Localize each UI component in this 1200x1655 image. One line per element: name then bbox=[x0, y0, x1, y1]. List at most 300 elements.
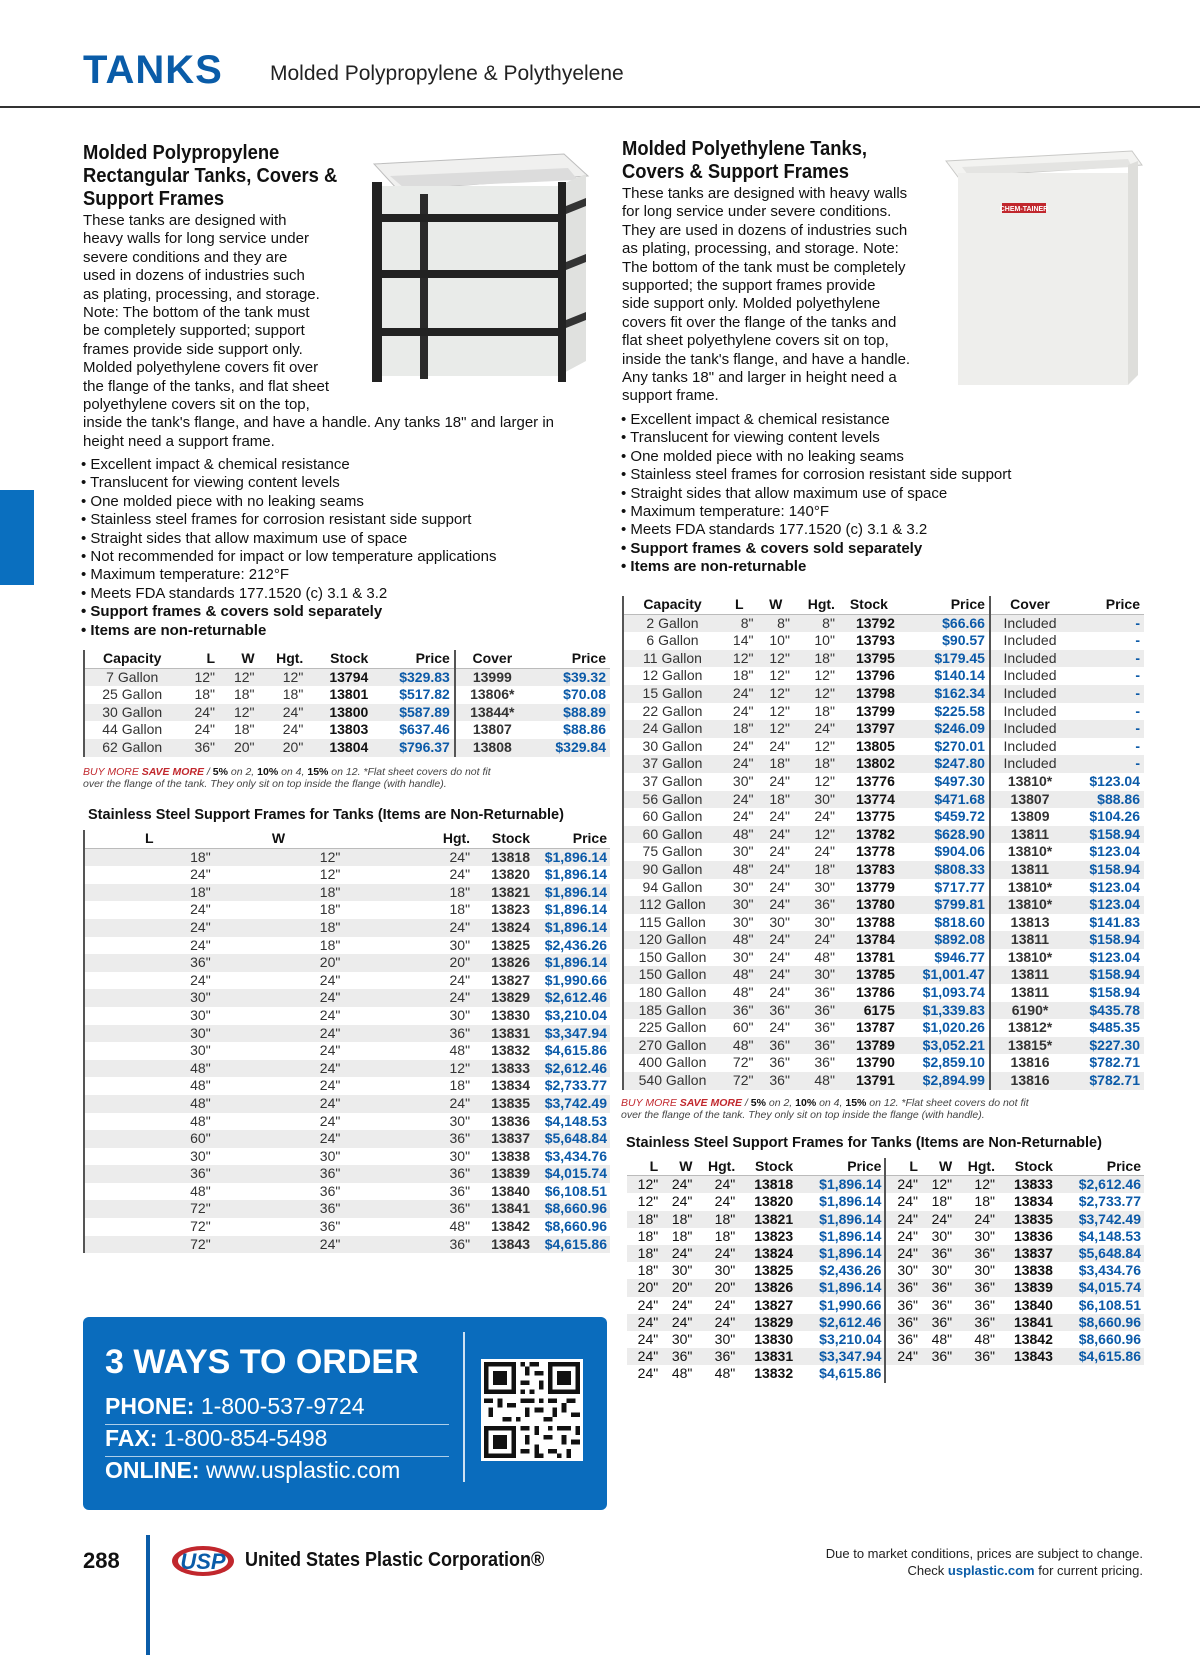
table-cell: 36" bbox=[769, 1001, 790, 1018]
table-cell: $2,612.46 bbox=[544, 989, 607, 1006]
table-cell: 24" bbox=[885, 1211, 921, 1228]
desc-line: for long service under severe conditions. bbox=[622, 203, 892, 221]
table-cell: 12" bbox=[637, 1193, 659, 1210]
table-cell: $3,052.21 bbox=[922, 1036, 985, 1053]
table-cell: 24" bbox=[637, 1331, 659, 1348]
disclaimer-text: Due to market conditions, prices are subject to change. bbox=[825, 1546, 1143, 1561]
table-cell: Included bbox=[990, 685, 1069, 703]
note-text: over the flange of the tank. They only sit on top inside the flange (with handle). bbox=[621, 1109, 985, 1121]
table-cell: - bbox=[1135, 755, 1140, 772]
table-cell: 24" bbox=[714, 1176, 736, 1193]
table-cell: 18" bbox=[233, 686, 255, 703]
table-cell: 13839 bbox=[1013, 1279, 1053, 1296]
col-header: W bbox=[219, 650, 259, 668]
table-cell: 18" bbox=[637, 1262, 659, 1279]
table-cell: 8" bbox=[777, 614, 790, 631]
table-cell: 12" bbox=[814, 825, 835, 842]
table-cell: 24" bbox=[194, 703, 215, 720]
table-cell: 20" bbox=[233, 738, 255, 755]
table-cell: 13999 bbox=[455, 668, 529, 686]
table-cell: 13787 bbox=[855, 1019, 895, 1036]
table-cell: $2,612.46 bbox=[544, 1059, 607, 1076]
table-cell: 30" bbox=[974, 1262, 995, 1279]
table-cell: 18" bbox=[974, 1193, 995, 1210]
note-pct: 10% bbox=[257, 766, 279, 778]
order-phone[interactable] bbox=[105, 1393, 449, 1425]
table-cell: 48" bbox=[190, 1112, 211, 1129]
table-cell: $1,896.14 bbox=[544, 866, 607, 883]
table-cell: $3,210.04 bbox=[819, 1331, 882, 1348]
table-row bbox=[84, 989, 610, 1007]
note-text: on 4, bbox=[278, 766, 308, 778]
table-cell: 150 Gallon bbox=[638, 966, 707, 983]
table-row bbox=[84, 1025, 610, 1043]
table-cell: 20" bbox=[671, 1279, 693, 1296]
table-cell: 24" bbox=[769, 825, 790, 842]
table-cell: $1,896.14 bbox=[544, 901, 607, 918]
table-cell: 24" bbox=[190, 866, 211, 883]
left-frames-title: Stainless Steel Support Frames for Tanks (Items are Non-Returnable) bbox=[88, 807, 564, 823]
table-cell: 13823 bbox=[754, 1227, 794, 1244]
table-cell: 24" bbox=[714, 1245, 736, 1262]
left-feature-list bbox=[81, 456, 496, 640]
col-header: L bbox=[179, 650, 219, 668]
table-cell: 30" bbox=[732, 913, 754, 930]
buy-more-text: BUY MORE bbox=[621, 1097, 677, 1109]
note-text: on 2, bbox=[765, 1097, 796, 1109]
table-row bbox=[623, 1054, 1144, 1072]
table-cell: 24" bbox=[671, 1176, 693, 1193]
order-info-box bbox=[83, 1317, 607, 1510]
desc-line: as plating, processing, and storage. bbox=[83, 285, 320, 303]
table-cell: 24" bbox=[714, 1296, 736, 1313]
col-header: Price bbox=[796, 1158, 885, 1176]
table-cell: 18" bbox=[714, 1227, 736, 1244]
table-cell: 13810* bbox=[990, 949, 1069, 967]
table-row bbox=[623, 966, 1144, 984]
table-cell: 13838 bbox=[1013, 1262, 1053, 1279]
qr-code-icon[interactable] bbox=[481, 1359, 583, 1461]
pricing-disclaimer bbox=[826, 1545, 1143, 1579]
table-cell: 24" bbox=[769, 878, 790, 895]
table-cell: 24" bbox=[769, 860, 790, 877]
table-cell: 13792 bbox=[855, 614, 895, 631]
table-cell: 13812* bbox=[990, 1019, 1069, 1037]
table-cell: 10" bbox=[814, 632, 835, 649]
table-cell: 30" bbox=[814, 966, 835, 983]
table-cell: $329.84 bbox=[555, 738, 606, 755]
table-cell: 36" bbox=[319, 1200, 341, 1217]
table-cell: 13796 bbox=[855, 667, 895, 684]
table-cell: 36" bbox=[931, 1296, 953, 1313]
note-text: on 4, bbox=[816, 1097, 846, 1109]
table-cell: 18" bbox=[637, 1245, 659, 1262]
table-cell: $6,108.51 bbox=[1078, 1296, 1141, 1313]
save-more-text: SAVE MORE bbox=[141, 766, 204, 778]
logo-text: USP bbox=[180, 1549, 226, 1574]
table-cell: 12" bbox=[233, 668, 255, 685]
table-cell: - bbox=[1135, 684, 1140, 701]
table-cell: 18" bbox=[732, 720, 754, 737]
table-cell: 8" bbox=[822, 614, 835, 631]
table-cell: $162.34 bbox=[934, 684, 985, 701]
table-cell: $459.72 bbox=[934, 808, 985, 825]
table-cell: 36" bbox=[931, 1348, 953, 1365]
table-cell: 30 Gallon bbox=[642, 737, 703, 754]
table-cell: 13818 bbox=[754, 1176, 794, 1193]
table-cell: 44 Gallon bbox=[102, 721, 163, 738]
table-cell: 13837 bbox=[491, 1130, 530, 1147]
table-cell: 13836 bbox=[1013, 1227, 1053, 1244]
table-cell: $225.58 bbox=[934, 702, 985, 719]
note-text: / bbox=[203, 766, 213, 778]
table-cell: 12" bbox=[194, 668, 215, 685]
desc-line: frames provide side support only. bbox=[83, 340, 303, 358]
table-cell: 24" bbox=[885, 1176, 921, 1194]
table-cell: $796.37 bbox=[399, 738, 450, 755]
table-row bbox=[623, 861, 1144, 879]
table-cell: 48" bbox=[449, 1218, 471, 1235]
table-cell: Included bbox=[990, 755, 1069, 773]
col-header: W bbox=[214, 830, 344, 848]
table-cell: 2 Gallon bbox=[646, 614, 699, 631]
desc-line: side support only. Molded polyethylene bbox=[622, 295, 881, 313]
table-row bbox=[623, 738, 1144, 756]
table-cell: 36" bbox=[671, 1348, 693, 1365]
table-cell: $4,615.86 bbox=[819, 1365, 882, 1382]
table-cell: 12" bbox=[769, 667, 790, 684]
col-header: Price bbox=[899, 596, 990, 614]
col-header: W bbox=[921, 1158, 955, 1176]
table-row bbox=[627, 1245, 1144, 1262]
desc-line: as plating, processing, and storage. Note: bbox=[622, 240, 899, 258]
table-cell: 24" bbox=[319, 1024, 341, 1041]
col-header: Price bbox=[529, 650, 610, 668]
table-cell: 24" bbox=[319, 1094, 341, 1111]
table-cell: 36" bbox=[319, 1218, 341, 1235]
table-row bbox=[84, 1218, 610, 1236]
table-cell: 24" bbox=[814, 808, 835, 825]
table-cell: 12" bbox=[814, 667, 835, 684]
table-cell: 30" bbox=[974, 1227, 995, 1244]
table-cell: 36" bbox=[931, 1245, 953, 1262]
left-discount-note bbox=[83, 766, 491, 790]
table-cell: 13826 bbox=[754, 1279, 794, 1296]
table-cell: $2,733.77 bbox=[1078, 1193, 1141, 1210]
table-row bbox=[84, 1165, 610, 1183]
table-cell: 36" bbox=[449, 1182, 471, 1199]
table-cell: $587.89 bbox=[399, 703, 450, 720]
table-row bbox=[623, 773, 1144, 791]
table-cell: 60 Gallon bbox=[642, 825, 703, 842]
table-cell: 72" bbox=[190, 1200, 211, 1217]
note-pct: 10% bbox=[795, 1097, 817, 1109]
table-cell: 20" bbox=[449, 954, 471, 971]
table-cell: 18" bbox=[814, 649, 835, 666]
table-cell: 13835 bbox=[491, 1094, 530, 1111]
table-cell: 12" bbox=[732, 649, 754, 666]
table-cell: $1,896.14 bbox=[544, 848, 607, 865]
section-side-tab bbox=[0, 490, 34, 585]
col-header: L bbox=[885, 1158, 921, 1176]
right-description bbox=[622, 185, 942, 406]
table-cell: 270 Gallon bbox=[638, 1036, 707, 1053]
table-cell: 13811 bbox=[990, 826, 1069, 844]
table-cell: 13788 bbox=[855, 913, 895, 930]
table-cell: 24" bbox=[190, 918, 211, 935]
table-row bbox=[627, 1262, 1144, 1279]
table-cell: 13825 bbox=[491, 936, 530, 953]
note-pct: 15% bbox=[307, 766, 329, 778]
table-cell: 13784 bbox=[855, 931, 895, 948]
table-cell: 24" bbox=[282, 703, 304, 720]
table-cell: 60" bbox=[732, 1019, 754, 1036]
table-cell: 13810* bbox=[990, 879, 1069, 897]
table-cell: 24" bbox=[769, 737, 790, 754]
order-fax[interactable] bbox=[105, 1425, 449, 1457]
table-cell: 24" bbox=[885, 1245, 921, 1262]
table-cell: 36" bbox=[190, 1165, 211, 1182]
table-cell: 13816 bbox=[990, 1072, 1069, 1090]
table-cell: 13791 bbox=[855, 1072, 895, 1089]
table-cell: 36" bbox=[814, 1001, 835, 1018]
desc-line: supported; the support frames provide bbox=[622, 277, 876, 295]
table-cell: 13834 bbox=[491, 1077, 530, 1094]
table-cell: 36" bbox=[931, 1279, 953, 1296]
right-frames-table bbox=[627, 1158, 1144, 1383]
table-cell: $946.77 bbox=[934, 948, 985, 965]
table-cell: 13800 bbox=[329, 703, 369, 720]
table-cell: $8,660.96 bbox=[544, 1218, 607, 1235]
table-row bbox=[623, 720, 1144, 738]
table-cell: 13801 bbox=[329, 686, 369, 703]
table-cell: $123.04 bbox=[1089, 843, 1140, 860]
table-cell: 24" bbox=[732, 790, 754, 807]
table-cell: $329.83 bbox=[399, 668, 450, 685]
table-cell: 48" bbox=[732, 1036, 754, 1053]
table-row bbox=[627, 1331, 1144, 1348]
table-cell: 72" bbox=[190, 1235, 211, 1252]
table-cell: 18" bbox=[714, 1210, 736, 1227]
table-cell: $158.94 bbox=[1089, 931, 1140, 948]
table-cell: 13820 bbox=[754, 1193, 794, 1210]
table-cell: 18" bbox=[319, 883, 341, 900]
col-header: L bbox=[84, 830, 214, 848]
left-tank-table bbox=[83, 650, 610, 757]
table-cell: 30" bbox=[449, 1147, 471, 1164]
table-cell: 30" bbox=[732, 948, 754, 965]
table-cell: $1,339.83 bbox=[922, 1001, 985, 1018]
table-cell: 20" bbox=[714, 1279, 736, 1296]
company-name: United States Plastic Corporation® bbox=[245, 1549, 545, 1571]
table-cell: 13834 bbox=[1013, 1193, 1053, 1210]
note-pct: 5% bbox=[750, 1097, 766, 1109]
table-cell: $3,434.76 bbox=[544, 1147, 607, 1164]
table-cell: 24" bbox=[449, 866, 471, 883]
table-row bbox=[623, 755, 1144, 773]
table-cell: 12" bbox=[637, 1176, 659, 1193]
table-cell: 24" bbox=[449, 971, 471, 988]
desc-line: covers fit over the flange of the tanks and bbox=[622, 313, 897, 331]
table-cell: $158.94 bbox=[1089, 860, 1140, 877]
table-cell: 13780 bbox=[855, 896, 895, 913]
table-cell: 24" bbox=[637, 1348, 659, 1365]
table-cell: 13795 bbox=[855, 649, 895, 666]
table-cell: 13836 bbox=[491, 1112, 530, 1129]
table-cell: 18" bbox=[233, 721, 255, 738]
table-cell: 24" bbox=[190, 901, 211, 918]
table-cell: 225 Gallon bbox=[638, 1019, 707, 1036]
table-cell: $4,148.53 bbox=[1078, 1227, 1141, 1244]
feature-item: • Translucent for viewing content levels bbox=[81, 474, 496, 492]
table-cell: 24" bbox=[449, 1094, 471, 1111]
table-row bbox=[84, 848, 610, 866]
table-cell: 18" bbox=[282, 686, 304, 703]
table-cell: 48" bbox=[814, 948, 835, 965]
table-cell: - bbox=[1135, 737, 1140, 754]
table-cell: 30" bbox=[671, 1262, 693, 1279]
table-cell: 36" bbox=[319, 1182, 341, 1199]
desc-line: Molded polyethylene covers fit over bbox=[83, 359, 319, 377]
col-header: Stock bbox=[738, 1158, 796, 1176]
table-cell: - bbox=[1135, 649, 1140, 666]
table-cell: 24" bbox=[194, 721, 215, 738]
table-cell: 12 Gallon bbox=[642, 667, 703, 684]
table-cell: $782.71 bbox=[1089, 1054, 1140, 1071]
table-cell: $3,742.49 bbox=[1078, 1210, 1141, 1227]
table-row bbox=[627, 1228, 1144, 1245]
table-cell: 13806* bbox=[455, 686, 529, 704]
table-cell: 94 Gallon bbox=[642, 878, 703, 895]
table-row bbox=[627, 1365, 1144, 1382]
table-cell: 13815* bbox=[990, 1037, 1069, 1055]
table-cell: 18" bbox=[637, 1210, 659, 1227]
table-cell: $4,615.86 bbox=[1078, 1348, 1141, 1365]
order-online[interactable] bbox=[105, 1457, 449, 1488]
table-cell: $2,733.77 bbox=[544, 1077, 607, 1094]
table-cell: 13820 bbox=[491, 866, 530, 883]
table-cell: 90 Gallon bbox=[642, 860, 703, 877]
table-cell: 15 Gallon bbox=[642, 684, 703, 701]
col-header: L bbox=[627, 1158, 661, 1176]
table-cell: 13830 bbox=[491, 1006, 530, 1023]
table-cell: 13842 bbox=[1013, 1331, 1053, 1348]
table-cell: $123.04 bbox=[1089, 948, 1140, 965]
table-cell: 7 Gallon bbox=[106, 668, 159, 685]
table-cell: $2,894.99 bbox=[922, 1072, 985, 1089]
table-cell: $782.71 bbox=[1089, 1072, 1140, 1089]
table-cell: 48" bbox=[190, 1059, 211, 1076]
table-cell: 36" bbox=[814, 1019, 835, 1036]
table-cell: $66.66 bbox=[942, 614, 985, 631]
col-header: W bbox=[661, 1158, 695, 1176]
table-cell: 24" bbox=[885, 1228, 921, 1245]
table-row bbox=[84, 1200, 610, 1218]
table-cell: $88.86 bbox=[1097, 790, 1140, 807]
table-cell: $158.94 bbox=[1089, 966, 1140, 983]
table-cell: $88.86 bbox=[563, 721, 606, 738]
table-cell: $158.94 bbox=[1089, 825, 1140, 842]
table-cell: 13774 bbox=[855, 790, 895, 807]
col-header: Stock bbox=[998, 1158, 1056, 1176]
table-cell: 36" bbox=[769, 1054, 790, 1071]
table-cell: 36" bbox=[974, 1313, 995, 1330]
desc-line: Note: The bottom of the tank must bbox=[83, 304, 310, 322]
table-cell: 18" bbox=[814, 755, 835, 772]
table-cell: 13808 bbox=[455, 739, 529, 757]
table-cell: $1,896.14 bbox=[819, 1193, 882, 1210]
table-cell: 24" bbox=[769, 1019, 790, 1036]
table-cell: $471.68 bbox=[934, 790, 985, 807]
table-cell: 13804 bbox=[329, 738, 369, 755]
table-cell: Included bbox=[990, 614, 1069, 632]
table-cell: 13810* bbox=[990, 843, 1069, 861]
table-row bbox=[84, 704, 610, 722]
left-title-line: Rectangular Tanks, Covers & bbox=[83, 165, 338, 187]
table-row bbox=[84, 866, 610, 884]
right-title-line: Covers & Support Frames bbox=[622, 161, 849, 183]
table-cell: 24" bbox=[714, 1313, 736, 1330]
table-row bbox=[623, 896, 1144, 914]
table-cell: - bbox=[1135, 667, 1140, 684]
table-cell: 30" bbox=[190, 1147, 211, 1164]
table-cell: 36" bbox=[449, 1235, 471, 1252]
table-cell: 13841 bbox=[491, 1200, 530, 1217]
table-cell: 13793 bbox=[855, 632, 895, 649]
table-cell: $799.81 bbox=[934, 896, 985, 913]
table-row bbox=[84, 1148, 610, 1166]
table-cell: 18" bbox=[814, 702, 835, 719]
table-cell: 30" bbox=[814, 878, 835, 895]
table-cell: $1,896.14 bbox=[819, 1245, 882, 1262]
website-link[interactable]: usplastic.com bbox=[947, 1563, 1035, 1578]
table-row bbox=[84, 1183, 610, 1201]
feature-item: • Translucent for viewing content levels bbox=[621, 429, 1011, 447]
table-cell: 120 Gallon bbox=[638, 931, 707, 948]
table-cell: 13830 bbox=[754, 1331, 794, 1348]
table-cell: 36" bbox=[449, 1130, 471, 1147]
table-cell: 24" bbox=[769, 843, 790, 860]
table-cell: 24" bbox=[769, 772, 790, 789]
table-cell: 12" bbox=[282, 668, 304, 685]
left-title-line: Support Frames bbox=[83, 188, 225, 210]
desc-line: Any tanks 18" and larger in height need a bbox=[622, 369, 897, 387]
table-row bbox=[84, 919, 610, 937]
table-cell: $717.77 bbox=[934, 878, 985, 895]
table-cell: 30" bbox=[449, 1112, 471, 1129]
table-cell: 30" bbox=[449, 1006, 471, 1023]
table-cell: 62 Gallon bbox=[102, 738, 163, 755]
table-cell: 13811 bbox=[990, 861, 1069, 879]
table-cell: $904.06 bbox=[934, 843, 985, 860]
save-more-text: SAVE MORE bbox=[679, 1097, 742, 1109]
table-row bbox=[627, 1211, 1144, 1228]
header-divider bbox=[0, 106, 1200, 108]
table-cell: $3,742.49 bbox=[544, 1094, 607, 1111]
table-cell: 13797 bbox=[855, 720, 895, 737]
table-cell: $1,896.14 bbox=[819, 1279, 882, 1296]
fax-label: FAX: bbox=[105, 1425, 158, 1451]
table-cell: 48" bbox=[814, 1072, 835, 1089]
note-text: on 2, bbox=[227, 766, 258, 778]
table-cell: 6190* bbox=[990, 1002, 1069, 1020]
table-cell: 30" bbox=[732, 896, 754, 913]
table-cell: 6175 bbox=[863, 1001, 895, 1018]
table-cell: $1,001.47 bbox=[922, 966, 985, 983]
table-cell: 24" bbox=[814, 843, 835, 860]
table-cell: 30" bbox=[931, 1262, 953, 1279]
table-cell: $4,015.74 bbox=[1078, 1279, 1141, 1296]
